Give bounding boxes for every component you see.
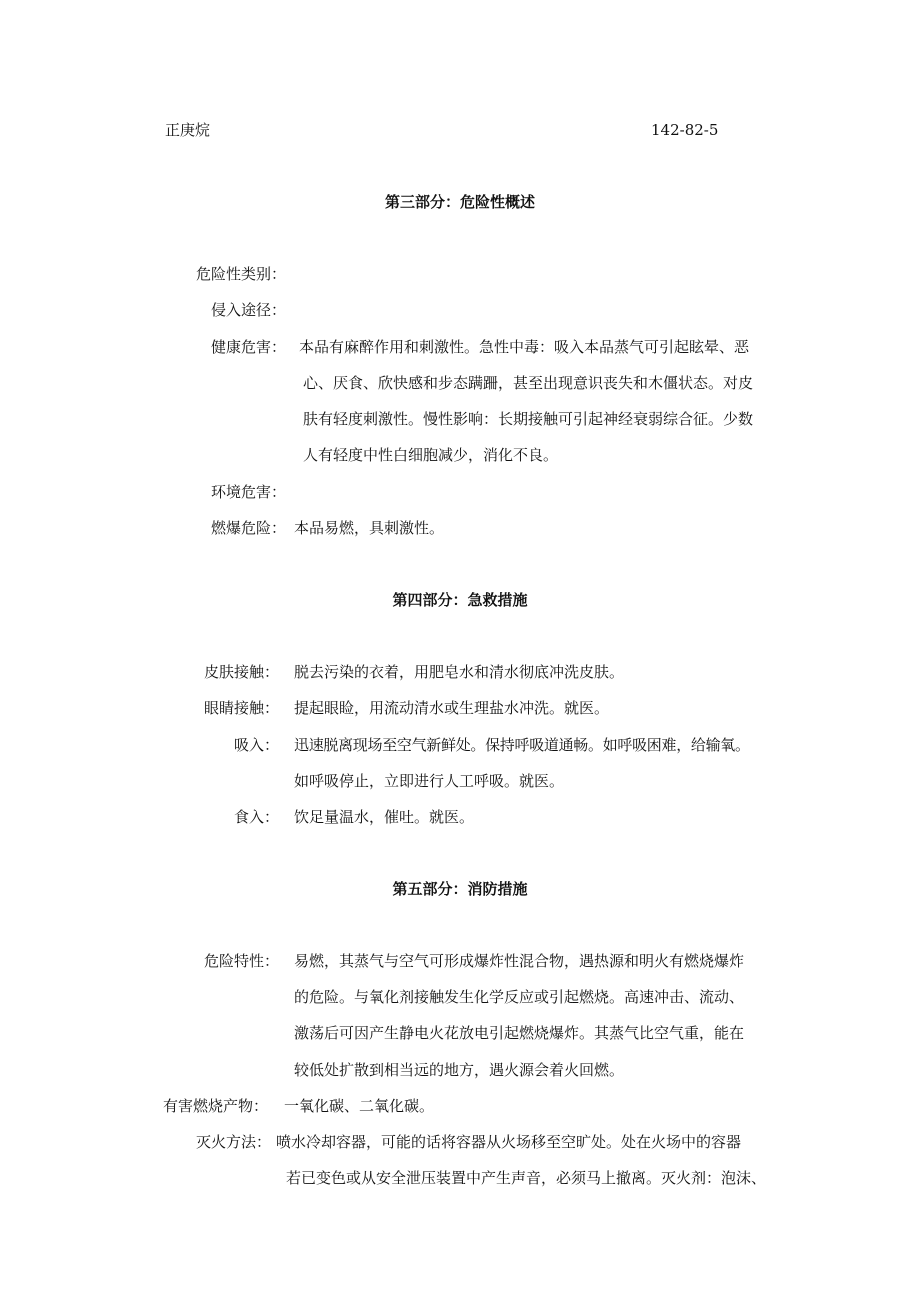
hazard-characteristics-line: 的危险。与氧化剂接触发生化学反应或引起燃烧。高速冲击、流动、	[294, 988, 745, 1006]
chemical-name: 正庚烷	[165, 121, 211, 139]
section-5-title: 第五部分：消防措施	[392, 880, 528, 898]
health-hazard-line: 肤有轻度刺激性。慢性影响：长期接触可引起神经衰弱综合征。少数	[303, 410, 754, 428]
hazard-characteristics-line: 易燃，其蒸气与空气可形成爆炸性混合物，遇热源和明火有燃烧爆炸	[294, 952, 745, 970]
hazard-characteristics-line: 激荡后可因产生静电火花放电引起燃烧爆炸。其蒸气比空气重，能在	[294, 1024, 745, 1042]
health-hazard-line: 心、厌食、欣快感和步态蹒跚，甚至出现意识丧失和木僵状态。对皮	[303, 374, 754, 392]
ingestion-label: 食入：	[233, 808, 279, 826]
extinguishing-method-label: 灭火方法：	[196, 1133, 272, 1151]
health-hazard-line: 人有轻度中性白细胞减少，消化不良。	[303, 446, 559, 464]
fire-explosion-text: 本品易燃，具刺激性。	[294, 519, 445, 537]
inhalation-label: 吸入：	[233, 736, 279, 754]
health-hazard-line: 本品有麻醉作用和刺激性。急性中毒：吸入本品蒸气可引起眩晕、恶	[299, 338, 750, 356]
health-hazard-label: 健康危害：	[210, 338, 286, 356]
section-4-title: 第四部分：急救措施	[392, 591, 528, 609]
hazard-characteristics-line: 较低处扩散到相当远的地方，遇火源会着火回燃。	[294, 1061, 625, 1079]
extinguishing-method-line: 喷水冷却容器，可能的话将容器从火场移至空旷处。处在火场中的容器	[276, 1133, 742, 1151]
combustion-products-label: 有害燃烧产物：	[163, 1097, 269, 1115]
extinguishing-method-line: 若已变色或从安全泄压装置中产生声音，必须马上撤离。灭火剂：泡沫、	[286, 1169, 767, 1187]
entry-route-label: 侵入途径：	[210, 301, 286, 319]
eye-contact-label: 眼睛接触：	[203, 699, 279, 717]
section-3-title: 第三部分：危险性概述	[384, 193, 535, 211]
skin-contact-text: 脱去污染的衣着，用肥皂水和清水彻底冲洗皮肤。	[294, 663, 625, 681]
cas-number: 142-82-5	[651, 121, 719, 139]
hazard-characteristics-label: 危险特性：	[203, 952, 279, 970]
hazard-category-label: 危险性类别：	[195, 265, 286, 283]
ingestion-text: 饮足量温水，催吐。就医。	[294, 808, 475, 826]
skin-contact-label: 皮肤接触：	[203, 663, 279, 681]
eye-contact-text: 提起眼睑，用流动清水或生理盐水冲洗。就医。	[294, 699, 610, 717]
inhalation-line: 如呼吸停止，立即进行人工呼吸。就医。	[294, 772, 565, 790]
fire-explosion-label: 燃爆危险：	[210, 519, 286, 537]
environmental-hazard-label: 环境危害：	[210, 483, 286, 501]
combustion-products-text: 一氧化碳、二氧化碳。	[284, 1097, 435, 1115]
inhalation-line: 迅速脱离现场至空气新鲜处。保持呼吸道通畅。如呼吸困难，给输氧。	[294, 736, 750, 754]
